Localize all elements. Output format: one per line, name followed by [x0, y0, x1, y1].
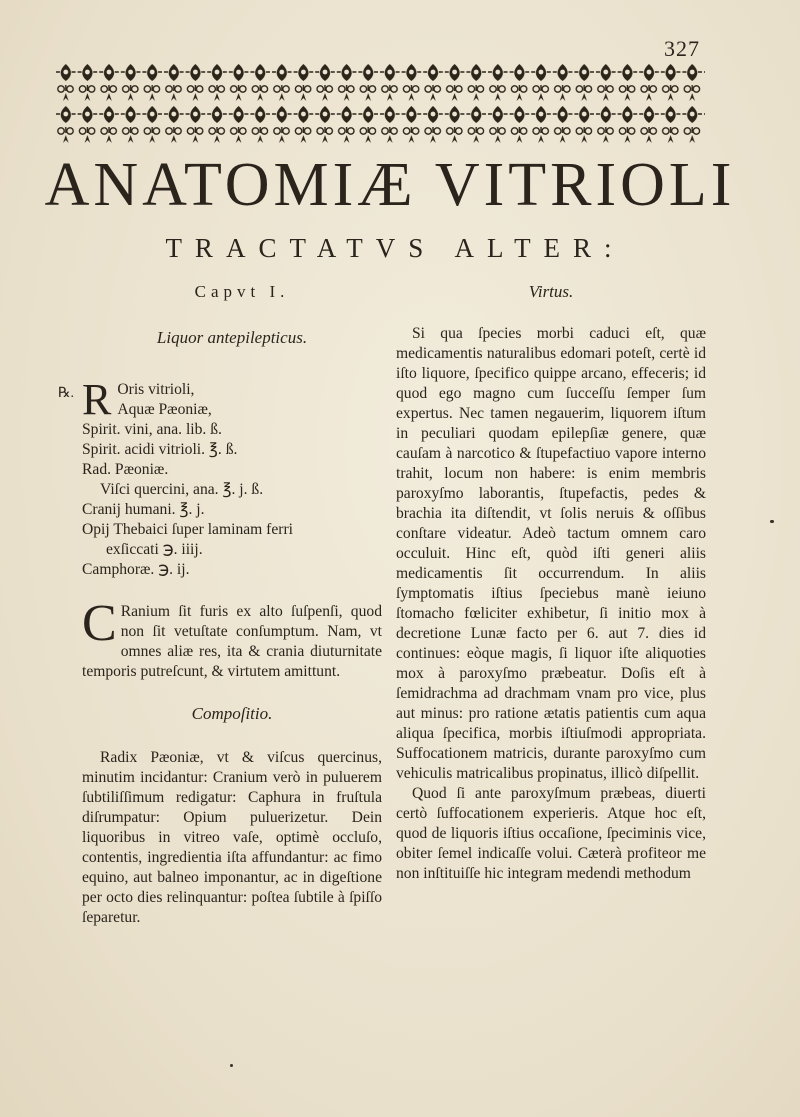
recipe-line: Spirit. acidi vitrioli. ℥. ß. — [82, 441, 238, 458]
page-subtitle: TRACTATVS ALTER: — [165, 233, 625, 263]
intro-text: Ranium ſit furis ex alto ſuſpenſi, quod non ſit vetuſtate conſumptum. Nam, vt omnes aliæ res, ita & crania diuturnitate temporis putreſcunt, & virtutem amittunt. — [82, 603, 382, 680]
recipe-block — [58, 375, 382, 580]
virtus-paragraph: Si qua ſpecies morbi caduci eſt, quæ medicamentis naturalibus edomari poteſt, certè id iſto liquore, ſpecifico quippe arcano, effeceris; id quod ego magno cum ſucceſſu ſemper ſum expertus. Nec tamen negauerim, liquorem iſtum in peculiari quodam epilepſiæ genere, quæ cauſam à narcotico & ſtupefactiuo vapore interno trahit, locum non habere: is enim membris paroxyſmo laborantis, ſtupefactis, pedes & brachia ita diſtendit, vt ſolis neruis & oſſibus conſtare videatur. Adeò tactum omnem caro occuluit. Hinc eſt, quòd iſti generi aliis medicamentis ſit occurrendum. In aliis ſymptomatis iſtius ſpeciebus manè ieiuno ſtomacho fœliciter exhibetur, ſi initio mox à decretione Lunæ facto per 6. aut 7. dies id continues: eòque magis, ſi liquor iſte aliquoties mox à paroxyſmo præbeatur. Doſis eſt à ſemidrachma ad drachmam vnam pro vice, plus aut minus: pro ratione ætatis patientis cum aqua aliqua ſpecifica, morbis iſtiuſmodi appropriata. Suffocationem matricis, durante paroxyſmo cum vehiculis matricalibus propinatus, illicò diſpellit. — [396, 325, 706, 782]
ornament-band — [55, 62, 705, 146]
recipe-line: Cranij humani. ℥. j. — [82, 501, 205, 518]
recipe-heading: Liquor antepilepticus. — [156, 328, 308, 347]
virtus-paragraph-2: Quod ſi ante paroxyſmum præbeas, diuerti certò ſuffocationem experieris. Atque hoc eſt, quod de liquoris iſtius occaſione, ſpeciminis vice, obiter ſemel indicaſſe volui. Cæterà profiteor me non inſtituiſſe hic integram medendi methodum — [396, 785, 706, 882]
recipe-line: Spirit. vini, ana. lib. ß. — [82, 421, 222, 438]
recipe-line: Viſci quercini, ana. ℥. j. ß. — [100, 481, 264, 498]
compositio-paragraph: Radix Pæoniæ, vt & viſcus quercinus, minutim incidantur: Cranium verò in puluerem ſubtiliſſimum redigatur: Caphura in fruſtula diſrumpatur: Opium puluerizetur. Dein liquoribus in vitreo vaſe, optimè occluſo, contentis, ingredientia iſta affundantur: ac fimo equino, aut balneo imponantur, ac in digeſtione per octo dies relinquantur: poſtea ſubtile à ſpiſſo ſeparetur. — [82, 749, 382, 926]
recipe-line: Camphoræ. ℈. ij. — [82, 561, 190, 578]
compositio-heading: Compoſitio. — [191, 704, 273, 723]
drop-capital-r: R — [82, 375, 112, 424]
recipe-line: Oris vitrioli, — [117, 381, 195, 398]
recipe-line: Opij Thebaici ſuper laminam ferri — [82, 521, 294, 538]
page-number: 327 — [664, 36, 700, 61]
recipe-line: exſiccati ℈. iiij. — [106, 541, 203, 558]
ink-speck — [770, 520, 774, 523]
left-column — [58, 280, 382, 928]
rx-mark: ℞. — [58, 386, 75, 401]
drop-capital-c: C — [82, 595, 117, 652]
intro-paragraph — [82, 595, 382, 682]
recipe-line: Rad. Pæoniæ. — [82, 461, 169, 478]
virtus-heading: Virtus. — [528, 282, 574, 301]
right-column — [396, 280, 706, 884]
ink-speck — [230, 1064, 233, 1067]
chapter-heading: Capvt I. — [194, 282, 290, 301]
page-title: ANATOMIÆ VITRIOLI — [44, 151, 736, 219]
recipe-line: Aquæ Pæoniæ, — [117, 401, 212, 418]
